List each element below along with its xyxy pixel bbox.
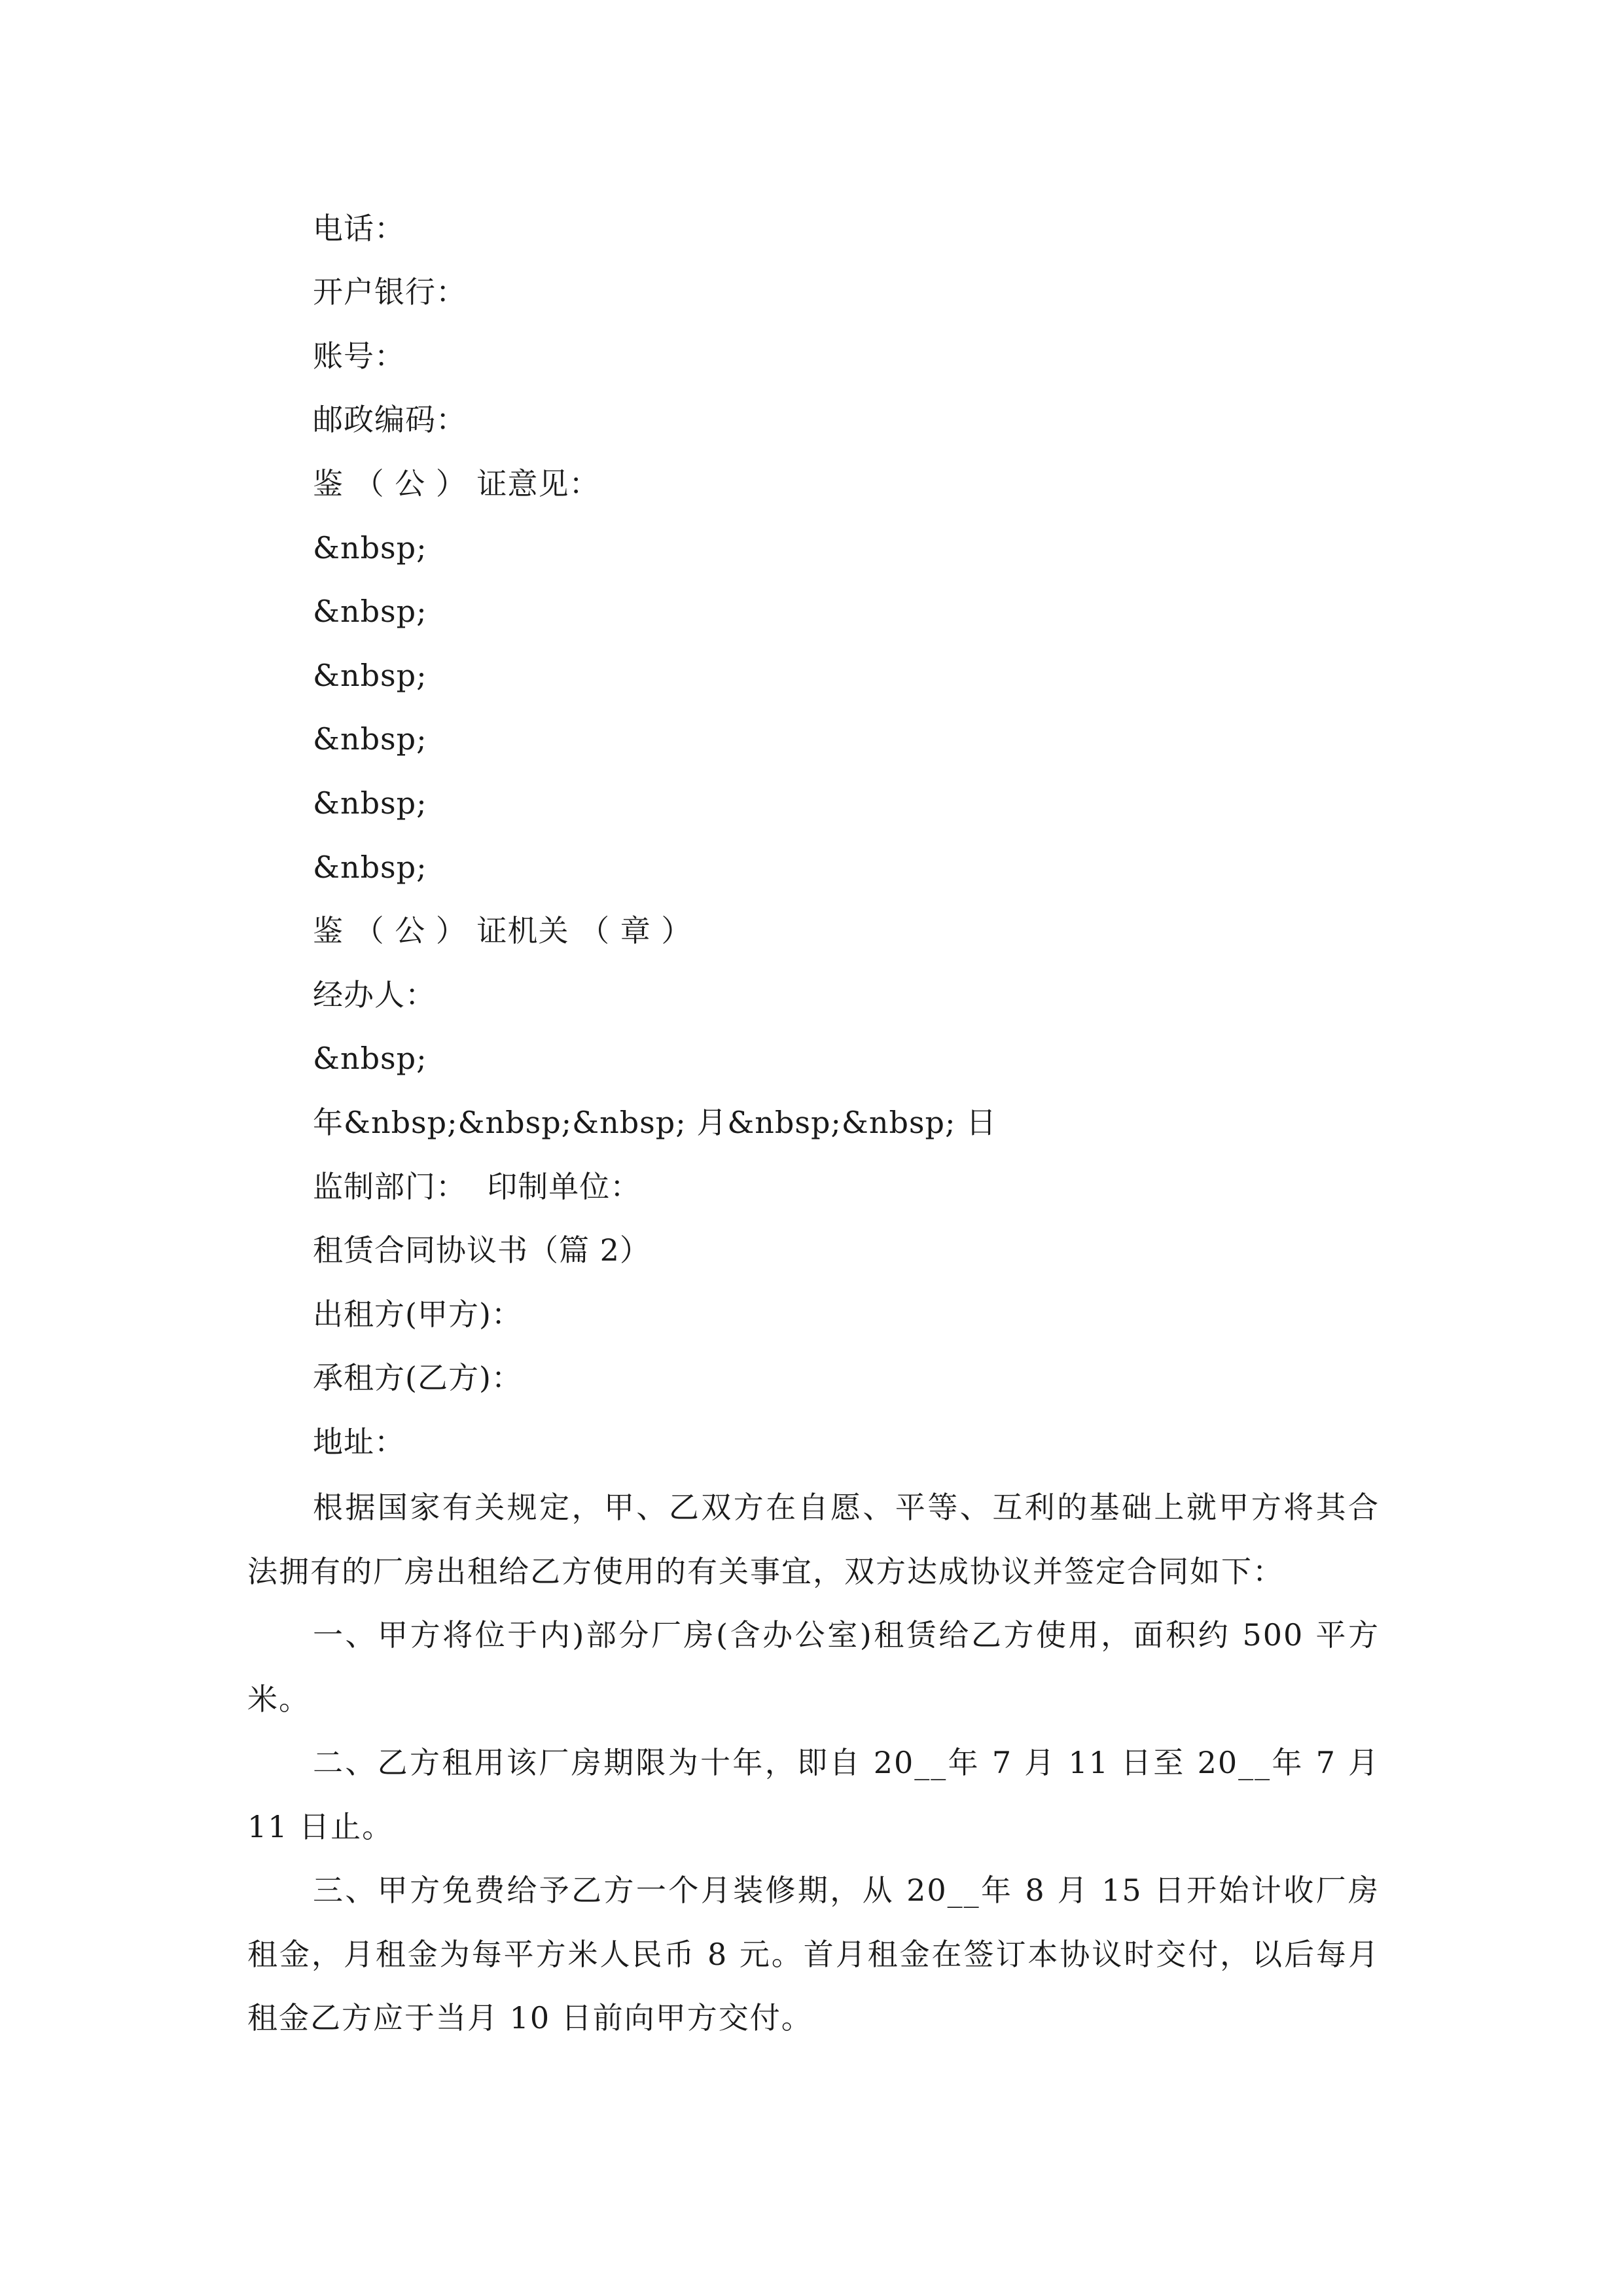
paragraph-preamble: 根据国家有关规定，甲、乙双方在自愿、平等、互利的基础上就甲方将其合法拥有的厂房出租给乙方使用的有关事宜，双方达成协议并签定合同如下：: [247, 1490, 1380, 1589]
address-label: 地址：: [313, 1424, 405, 1460]
lessor-label: 出租方(甲方)：: [313, 1297, 522, 1332]
blank-line: &nbsp;: [313, 785, 427, 821]
phone-label: 电话：: [313, 211, 405, 246]
supervisor-printer-line: 监制部门： 印制单位：: [313, 1169, 641, 1204]
notary-office-label: 鉴 （ 公 ） 证机关 （ 章 ）: [313, 913, 692, 948]
paragraph-clause-3: 三、甲方免费给予乙方一个月装修期，从 20__年 8 月 15 日开始计收厂房租金，月租金为每平方米人民币 8 元。首月租金在签订本协议时交付，以后每月租金乙方应于当月 10 日前向甲方交付。: [247, 1873, 1380, 2036]
postcode-label: 邮政编码：: [313, 402, 467, 437]
notary-opinion-label: 鉴 （ 公 ） 证意见：: [313, 466, 600, 501]
date-line: 年&nbsp;&nbsp;&nbsp; 月&nbsp;&nbsp; 日: [313, 1105, 997, 1140]
paragraph-clause-1: 一、甲方将位于内)部分厂房(含办公室)租赁给乙方使用，面积约 500 平方米。: [247, 1617, 1380, 1717]
bank-label: 开户银行：: [313, 274, 467, 310]
blank-line: &nbsp;: [313, 530, 427, 565]
account-label: 账号：: [313, 338, 405, 374]
lessee-label: 承租方(乙方)：: [313, 1360, 522, 1395]
handler-label: 经办人：: [313, 977, 436, 1013]
blank-line: &nbsp;: [313, 594, 427, 629]
blank-line: &nbsp;: [313, 850, 427, 885]
blank-line: &nbsp;: [313, 658, 427, 693]
section-heading: 租赁合同协议书（篇 2）: [313, 1232, 651, 1268]
blank-line: &nbsp;: [313, 1041, 427, 1076]
paragraph-clause-2: 二、乙方租用该厂房期限为十年，即自 20__年 7 月 11 日至 20__年 7 月 11 日止。: [247, 1745, 1380, 1844]
blank-line: &nbsp;: [313, 721, 427, 757]
